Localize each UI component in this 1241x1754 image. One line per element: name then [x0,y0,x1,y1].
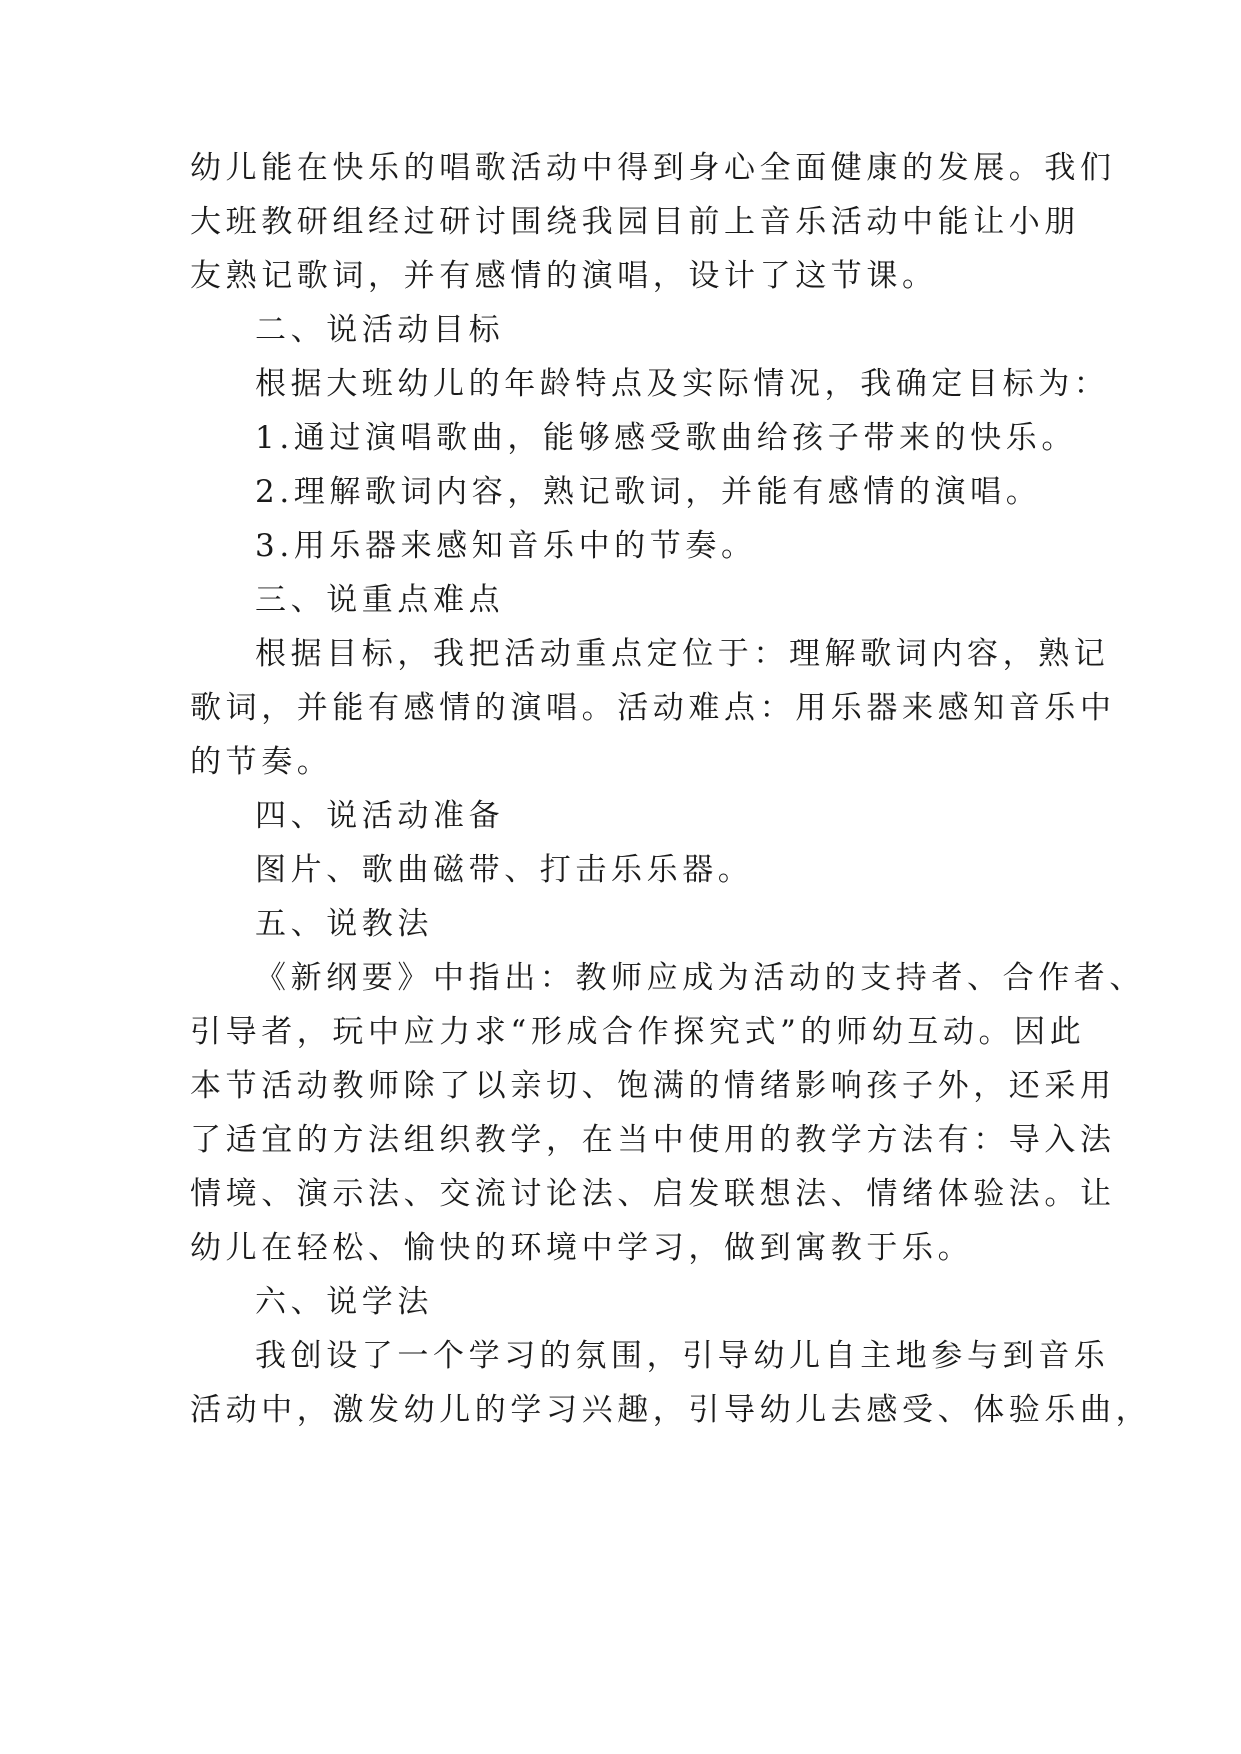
section-heading: 三、说重点难点 [255,582,505,618]
text-line: 的节奏。 [190,744,333,780]
text-line: 活动中，激发幼儿的学习兴趣，引导幼儿去感受、体验乐曲， [190,1392,1152,1428]
text-line: 了适宜的方法组织教学，在当中使用的教学方法有：导入法 [190,1122,1116,1158]
text-line: 歌词，并能有感情的演唱。活动难点：用乐器来感知音乐中 [190,690,1116,726]
text-line: 引导者，玩中应力求“形成合作探究式”的师幼互动。因此 [190,1014,1086,1050]
text-line: 本节活动教师除了以亲切、饱满的情绪影响孩子外，还采用 [190,1068,1116,1104]
text-line: 我创设了一个学习的氛围，引导幼儿自主地参与到音乐 [255,1338,1110,1374]
text-line: 幼儿在轻松、愉快的环境中学习，做到寓教于乐。 [190,1230,974,1266]
list-item: 1.通过演唱歌曲，能够感受歌曲给孩子带来的快乐。 [255,420,1077,456]
section-heading: 二、说活动目标 [255,312,505,348]
section-heading: 六、说学法 [255,1284,433,1320]
section-heading: 五、说教法 [255,906,433,942]
text-line: 根据大班幼儿的年龄特点及实际情况，我确定目标为： [255,366,1110,402]
text-line: 情境、演示法、交流讨论法、启发联想法、情绪体验法。让 [190,1176,1116,1212]
section-heading: 四、说活动准备 [255,798,505,834]
text-line: 根据目标，我把活动重点定位于：理解歌词内容，熟记 [255,636,1110,672]
list-item: 2.理解歌词内容，熟记歌词，并能有感情的演唱。 [255,474,1042,510]
list-item: 3.用乐器来感知音乐中的节奏。 [255,528,757,564]
text-line: 图片、歌曲磁带、打击乐乐器。 [255,852,754,888]
text-line: 友熟记歌词，并有感情的演唱，设计了这节课。 [190,258,938,294]
text-line: 幼儿能在快乐的唱歌活动中得到身心全面健康的发展。我们 [190,150,1116,186]
text-line: 《新纲要》中指出：教师应成为活动的支持者、合作者、 [255,960,1145,996]
text-line: 大班教研组经过研讨围绕我园目前上音乐活动中能让小朋 [190,204,1080,240]
